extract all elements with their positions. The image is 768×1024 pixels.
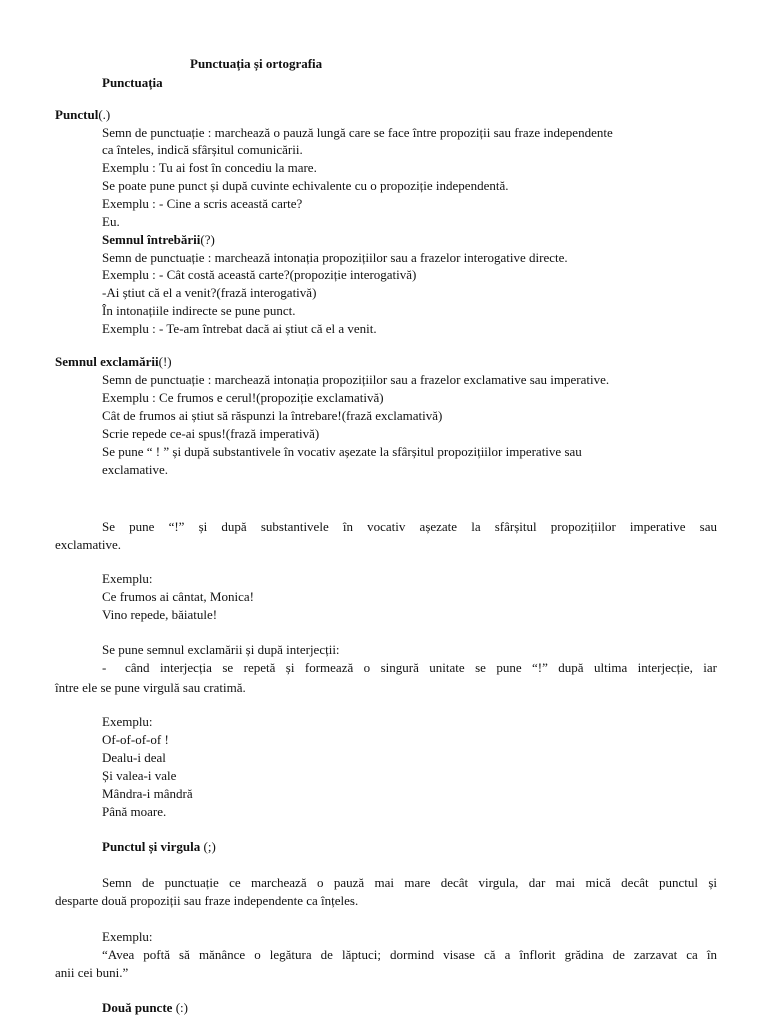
text-line: În intonațiile indirecte se pune punct.	[102, 303, 296, 318]
quote-line: anii cei buni.”	[55, 965, 129, 980]
section-heading-doua-puncte	[102, 999, 188, 1017]
text-line: exclamative.	[102, 462, 169, 477]
verse-line: Până moare.	[102, 804, 167, 819]
section-heading-punctul	[55, 106, 110, 124]
section-heading-semnul-exclamarii	[55, 353, 172, 371]
section-heading-semnul-intrebarii	[102, 231, 215, 249]
text-line: Semn de punctuație : marchează intonația propozițiilor sau a frazelor exclamative sau imperative.	[102, 372, 610, 387]
paragraph-line: Se pune “!” și după substantivele în vocativ așezate la sfârșitul propozițiilor imperative sau	[102, 519, 717, 534]
bullet-marker: -	[102, 660, 107, 675]
text-line: -Ai știut că el a venit?(frază interogativă)	[102, 285, 317, 300]
heading-text: Două puncte	[102, 1000, 173, 1015]
bullet-text: când interjecția se repetă și formează o singură unitate se pune “!” după ultima interjecție, iar	[125, 660, 717, 675]
example-label: Exemplu:	[102, 714, 153, 729]
heading-symbol: (;)	[203, 839, 216, 854]
heading-symbol: (:)	[175, 1000, 188, 1015]
text-line: Exemplu : Ce frumos e cerul!(propoziție exclamativă)	[102, 390, 384, 405]
text-line: Eu.	[102, 214, 120, 229]
heading-symbol: (?)	[200, 232, 215, 247]
example-label: Exemplu:	[102, 571, 153, 586]
text-line: Semn de punctuație : marchează o pauză lungă care se face între propoziții sau fraze independente	[102, 125, 613, 140]
text-line: Scrie repede ce-ai spus!(frază imperativă)	[102, 426, 320, 441]
heading-text: Punctul și virgula	[102, 839, 201, 854]
document-title: Punctuația și ortografia	[190, 56, 323, 71]
heading-symbol: (!)	[158, 354, 172, 369]
paragraph-line: între ele se pune virgulă sau cratimă.	[55, 680, 246, 695]
paragraph-line: exclamative.	[55, 537, 122, 552]
verse-line: Mândra-i mândră	[102, 786, 193, 801]
text-line: Cât de frumos ai știut să răspunzi la întrebare!(frază exclamativă)	[102, 408, 443, 423]
heading-symbol: (.)	[98, 107, 111, 122]
text-line: Exemplu : Tu ai fost în concediu la mare.	[102, 160, 317, 175]
quote-line: “Avea poftă să mănânce o legătura de lăptuci; dormind visase că a înflorit grădina de zarzavat ca în	[102, 947, 717, 962]
text-line: Exemplu : - Te-am întrebat dacă ai știut că el a venit.	[102, 321, 377, 336]
text-line: Se poate pune punct și după cuvinte echivalente cu o propoziție independentă.	[102, 178, 509, 193]
verse-line: Of-of-of-of !	[102, 732, 169, 747]
heading-text: Semnul exclamării	[55, 354, 159, 369]
text-line: Se pune “ ! ” și după substantivele în vocativ așezate la sfârșitul propozițiilor imperative sau	[102, 444, 582, 459]
section-heading-punctul-si-virgula	[102, 838, 216, 856]
verse-line: Dealu-i deal	[102, 750, 166, 765]
paragraph-line: Semn de punctuație ce marchează o pauză mai mare decât virgula, dar mai mică decât punctul și	[102, 875, 717, 890]
example-label: Exemplu:	[102, 929, 153, 944]
text-line: ca înteles, indică sfârșitul comunicării.	[102, 142, 303, 157]
example-line: Ce frumos ai cântat, Monica!	[102, 589, 254, 604]
verse-line: Și valea-i vale	[102, 768, 177, 783]
heading-text: Semnul întrebării	[102, 232, 201, 247]
text-line: Exemplu : - Cine a scris această carte?	[102, 196, 303, 211]
example-line: Vino repede, băiatule!	[102, 607, 218, 622]
text-line: Semn de punctuație : marchează intonația propozițiilor sau a frazelor interogative directe.	[102, 250, 568, 265]
paragraph-line: desparte două propoziții sau fraze independente ca înțeles.	[55, 893, 359, 908]
text-line: Exemplu : - Cât costă această carte?(propoziție interogativă)	[102, 267, 417, 282]
heading-text: Punctul	[55, 107, 99, 122]
document-subtitle: Punctuația	[102, 75, 163, 90]
paragraph-line: Se pune semnul exclamării și după interjecții:	[102, 642, 340, 657]
